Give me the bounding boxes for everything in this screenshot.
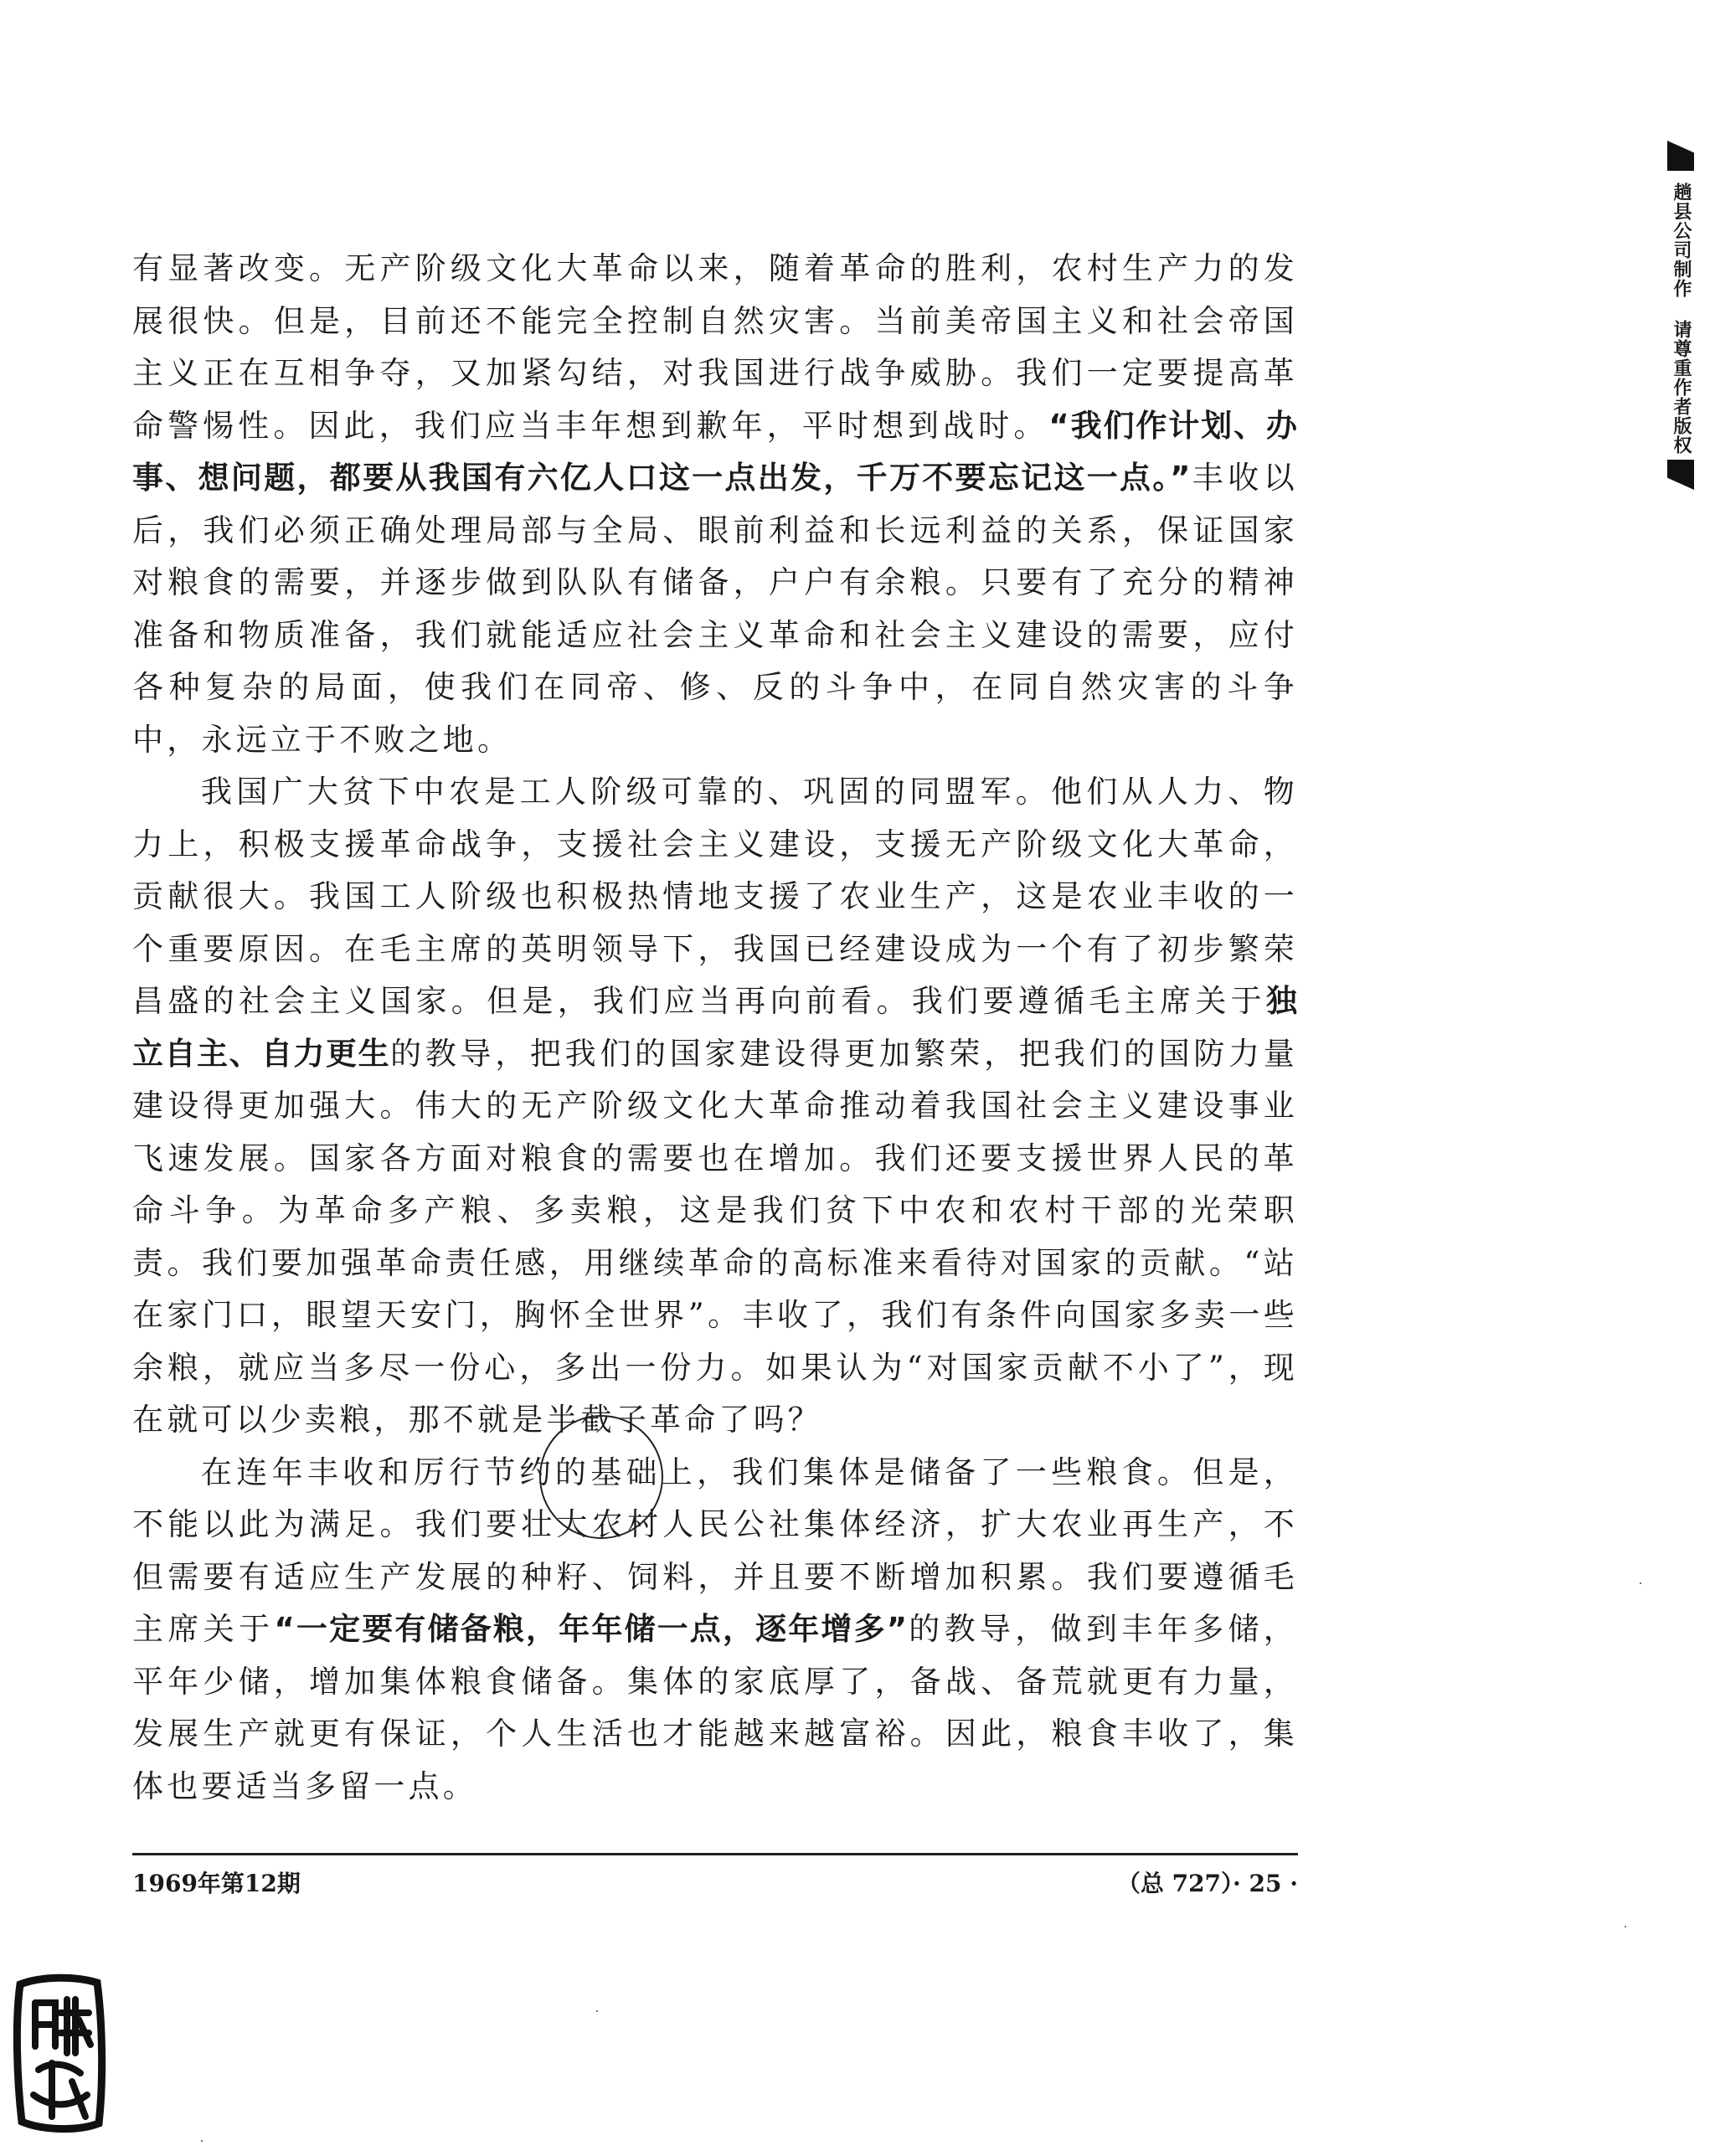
collector-seal-icon [8, 1969, 109, 2137]
strip-marker-bottom [1667, 460, 1694, 490]
footer-rule [132, 1853, 1298, 1855]
quotation-bold: “一定要有储备粮，年年储一点，逐年增多” [274, 1611, 909, 1647]
scan-speck [201, 2140, 203, 2142]
scan-speck [596, 2010, 598, 2012]
text-run: 有显著改变。无产阶级文化大革命以来，随着革命的胜利，农村生产力的发展很快。但是，目前还不能完全控制自然灾害。当前美帝国主义和社会帝国主义正在互相争夺，又加紧勾结，对我国进行战争威胁。我们一定要提高革命警惕性。因此，我们应当丰年想到歉年，平时想到战时。 [132, 250, 1298, 444]
page-number: （总 727）· 25 · [1116, 1870, 1298, 1897]
article-body [132, 243, 1298, 1813]
paragraph-3 [132, 1447, 1298, 1814]
text-run: 的教导，把我们的国家建设得更加繁荣，把我们的国防力量建设得更加强大。伟大的无产阶级文化大革命推动着我国社会主义建设事业飞速发展。国家各方面对粮食的需要也在增加。我们还要支援世界人民的革命斗争。为革命多产粮、多卖粮，这是我们贫下中农和农村干部的光荣职责。我们要加强革命责任感，用继续革命的高标准来看待对国家的贡献。“站在家门口，眼望天安门，胸怀全世界”。丰收了，我们有条件向国家多卖一些余粮，就应当多尽一份心，多出一份力。如果认为“对国家贡献不小了”，现在就可以少卖粮，那不就是半截子革命了吗？ [132, 1035, 1299, 1438]
paragraph-1 [132, 243, 1298, 766]
quotation-bold: “我们作计划、办事、想问题，都要从我国有六亿人口这一点出发，千万不要忘记这一点。” [132, 407, 1298, 496]
text-run: 在连年丰收和厉行节约的基础上，我们集体是储备了一些粮食。但是，不能以此为满足。我们要壮大农村人民公社集体经济，扩大农业再生产，不但需要有适应生产发展的种籽、饲料，并且要不断增加积累。我们要遵循毛主席关于 [132, 1454, 1298, 1647]
scan-speck [1625, 1926, 1626, 1927]
copyright-strip [1662, 141, 1699, 490]
pen-circle-mark [539, 1415, 663, 1539]
issue-label: 1969年第12期 [132, 1870, 301, 1897]
copyright-text: 趟县公司制作 请尊重作者版权 [1671, 183, 1692, 455]
paragraph-2 [132, 766, 1298, 1447]
scan-speck [1640, 1582, 1641, 1584]
quotation-bold: 独立自主、自力更生 [132, 983, 1298, 1072]
text-run: 的教导，做到丰年多储，平年少储，增加集体粮食储备。集体的家底厚了，备战、备荒就更有力量，发展生产就更有保证，个人生活也才能越来越富裕。因此，粮食丰收了，集体也要适当多留一点。 [132, 1611, 1298, 1804]
strip-marker-top [1667, 141, 1694, 171]
text-run: 我国广大贫下中农是工人阶级可靠的、巩固的同盟军。他们从人力、物力上，积极支援革命战争，支援社会主义建设，支援无产阶级文化大革命，贡献很大。我国工人阶级也积极热情地支援了农业生产，这是农业丰收的一个重要原因。在毛主席的英明领导下，我国已经建设成为一个有了初步繁荣昌盛的社会主义国家。但是，我们应当再向前看。我们要遵循毛主席关于 [132, 774, 1298, 1019]
text-run: 丰收以后，我们必须正确处理局部与全局、眼前利益和长远利益的关系，保证国家对粮食的需要，并逐步做到队队有储备，户户有余粮。只要有了充分的精神准备和物质准备，我们就能适应社会主义革命和社会主义建设的需要，应付各种复杂的局面，使我们在同帝、修、反的斗争中，在同自然灾害的斗争中，永远立于不败之地。 [132, 460, 1298, 758]
